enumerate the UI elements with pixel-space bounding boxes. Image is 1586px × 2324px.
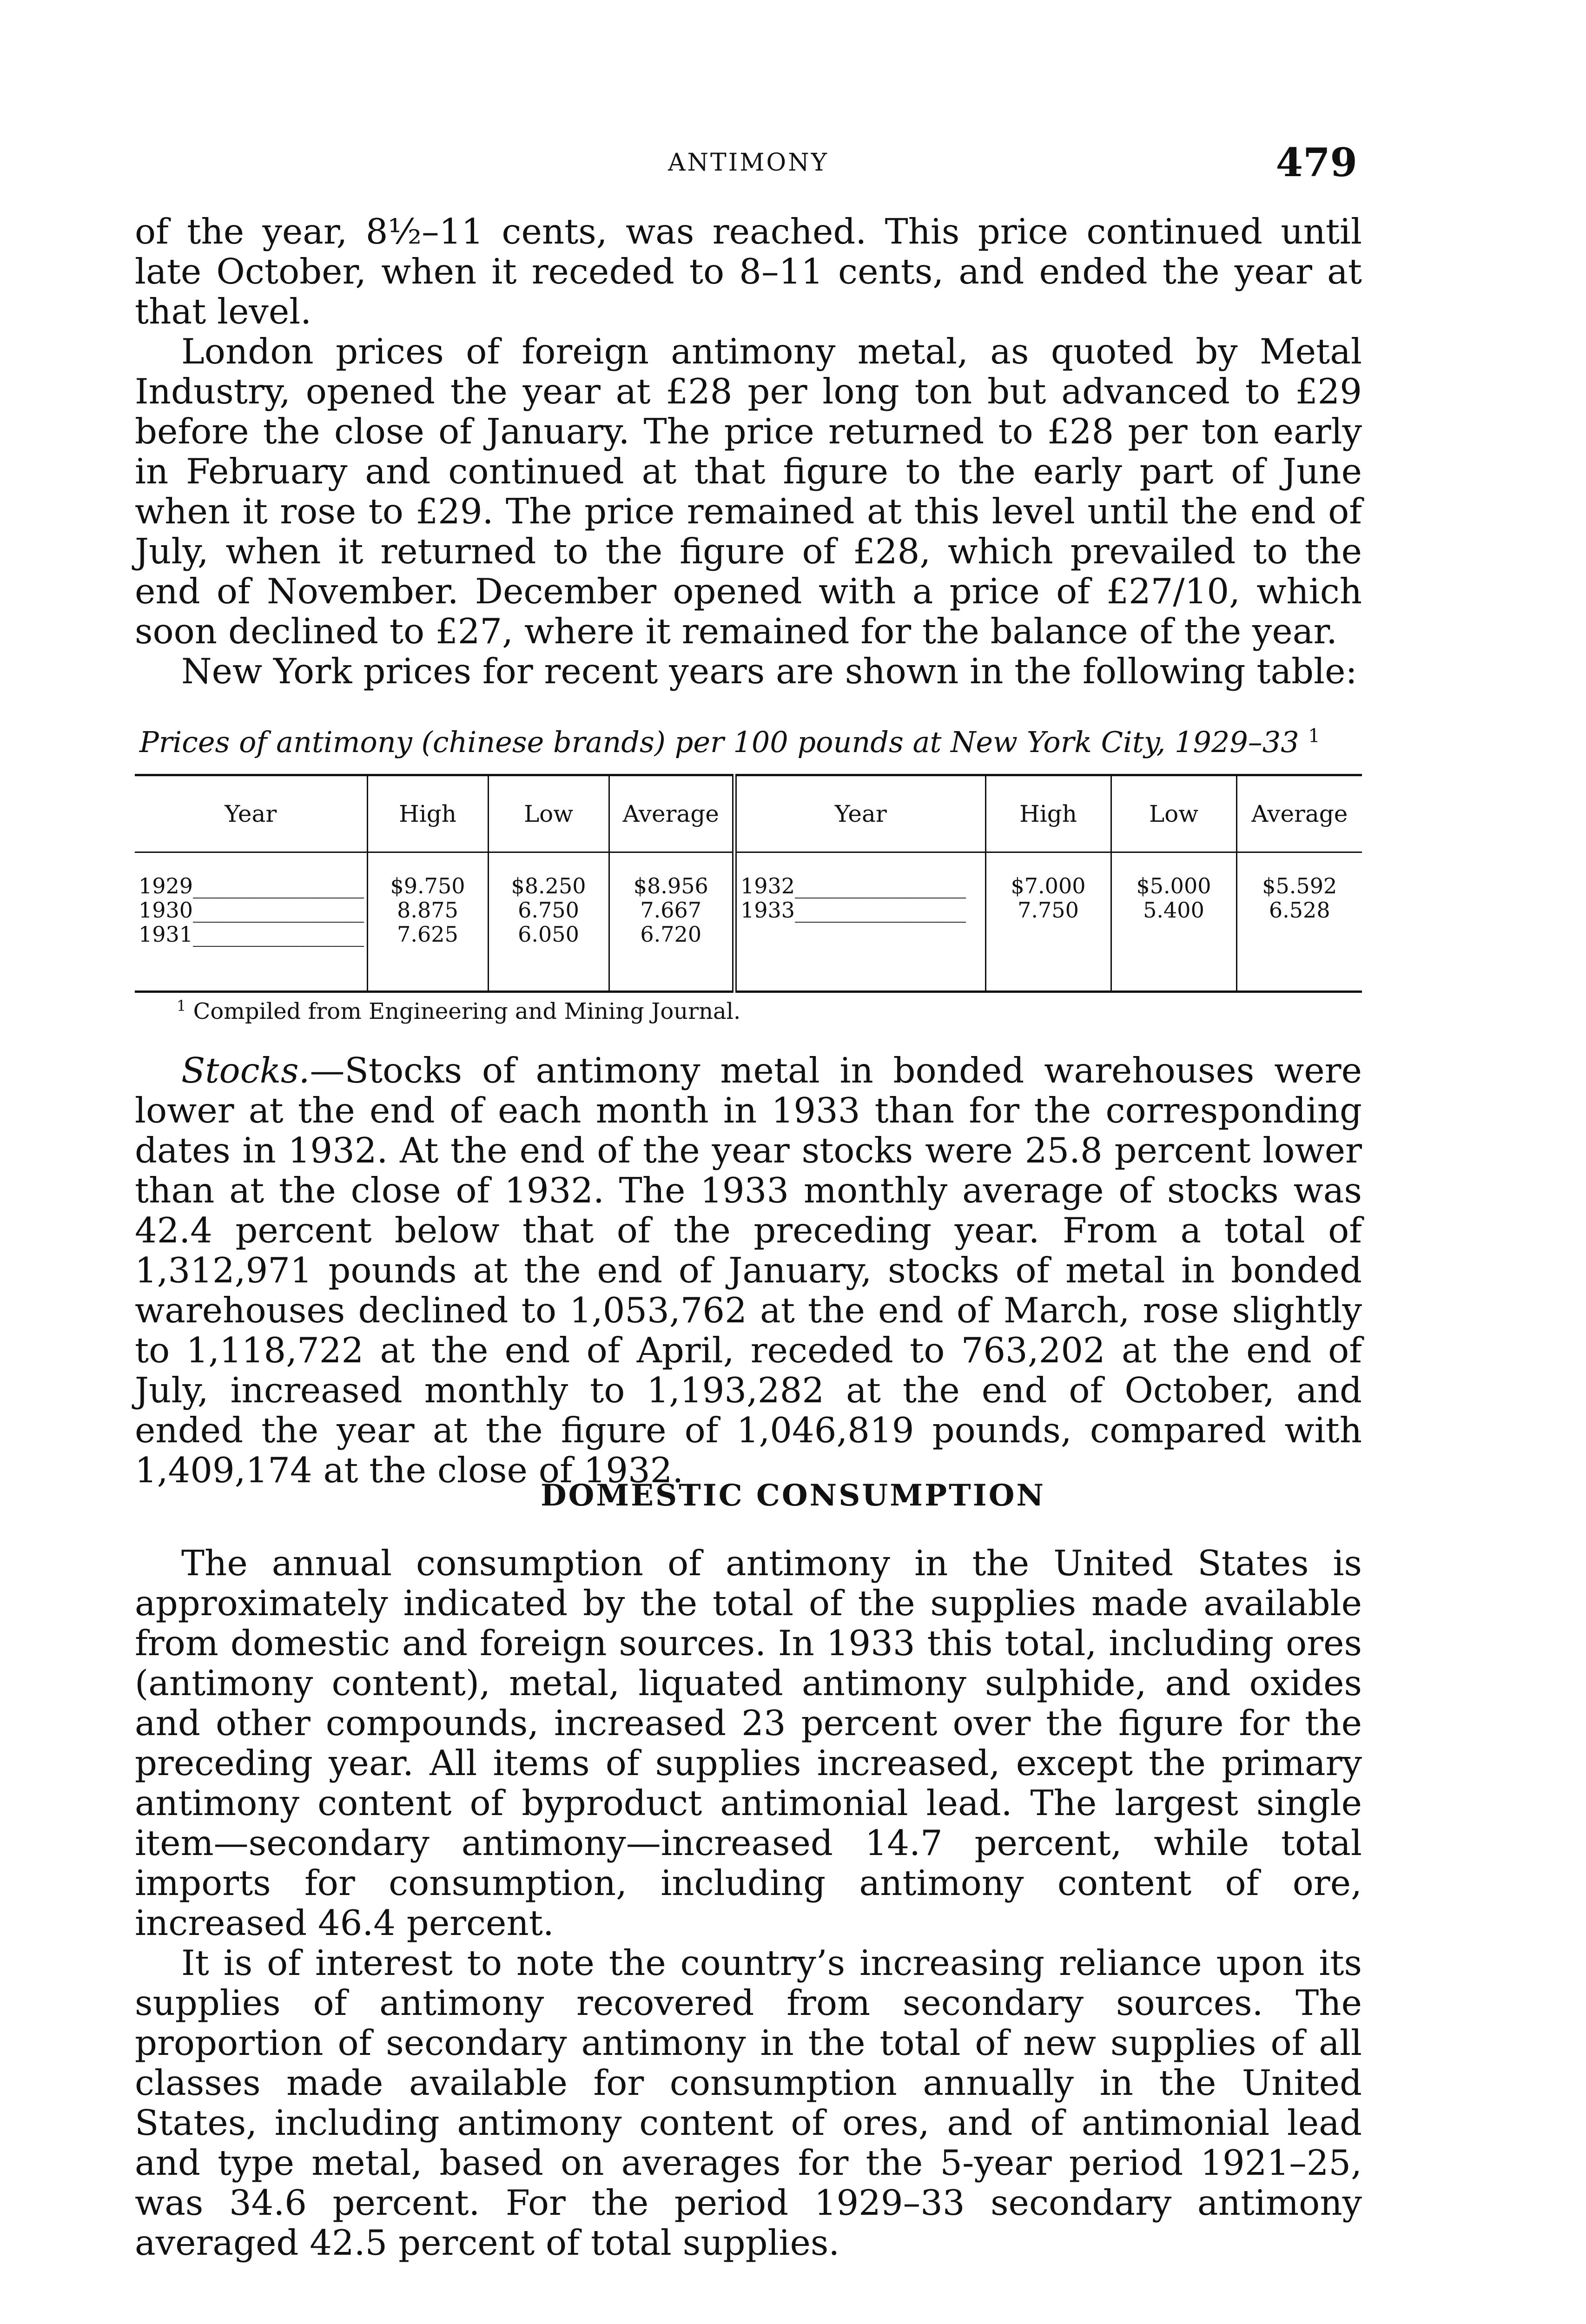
average-1932: $5.592: [1262, 873, 1337, 898]
column-header: High: [985, 775, 1111, 852]
average-1931: 6.720: [640, 922, 702, 947]
paragraph-london-prices: London prices of foreign antimony metal, as quoted by Metal Industry, opened the year at £28 per long ton but advanced to £29 before the close of January. The price returned to £28 per ton early in February and continued at that figure to the early part of June when it rose to £29. The price remained at this level until the end of July, when it returned to the figure of £28, which prevailed to the end of November. December opened with a price of £27/10, which soon declined to £27, where it remained for the balance of the year.: [135, 331, 1362, 652]
table-caption-text: Prices of antimony (chinese brands) per 100 pounds at New York City, 1929–33: [139, 725, 1299, 759]
table-footnote: [177, 997, 740, 1024]
column-header: Average: [609, 775, 734, 852]
intro-paragraphs: [135, 211, 1362, 691]
column-header: Average: [1236, 775, 1362, 852]
column-header: High: [367, 775, 488, 852]
high-cell: [367, 852, 488, 992]
low-cell: [1111, 852, 1236, 992]
footnote-text: Compiled from Engineering and Mining Journal.: [193, 998, 741, 1024]
stocks-section: [135, 1050, 1362, 1490]
year-1933: 1933________________: [740, 898, 966, 923]
year-1932: 1932________________: [740, 873, 966, 898]
table-caption: [139, 725, 1367, 759]
year-cell: [734, 852, 985, 992]
average-1930: 7.667: [640, 898, 702, 923]
caption-footnote-mark: 1: [1308, 725, 1320, 747]
low-1929: $8.250: [511, 873, 586, 898]
column-header: Year: [135, 775, 367, 852]
high-cell: [985, 852, 1111, 992]
year-cell: [135, 852, 367, 992]
paragraph-annual-consumption: The annual consumption of antimony in the United States is approximately indicated by the total of the supplies made available from domestic and foreign sources. In 1933 this total, including ores (antimony content), metal, liquated antimony sulphide, and oxides and other compounds, increased 23 percent over the figure for the preceding year. All items of supplies increased, except the primary antimony content of byproduct antimonial lead. The largest single item—secondary antimony—increased 14.7 percent, while total imports for consumption, including antimony content of ore, increased 46.4 percent.: [135, 1543, 1362, 1943]
column-header: Year: [734, 775, 985, 852]
column-header: Low: [488, 775, 609, 852]
stocks-text: —Stocks of antimony metal in bonded warehouses were lower at the end of each month in 1933 than for the corresponding dates in 1932. At the end of the year stocks were 25.8 percent lower than at the close of 1932. The 1933 monthly average of stocks was 42.4 percent below that of the preceding year. From a total of 1,312,971 pounds at the end of January, stocks of metal in bonded warehouses declined to 1,053,762 at the end of March, rose slightly to 1,118,722 at the end of April, receded to 763,202 at the end of July, increased monthly to 1,193,282 at the end of October, and ended the year at the figure of 1,046,819 pounds, compared with 1,409,174 at the close of 1932.: [135, 1050, 1362, 1491]
year-1929: 1929________________: [139, 873, 364, 898]
section-heading: DOMESTIC CONSUMPTION: [541, 1478, 1045, 1513]
low-cell: [488, 852, 609, 992]
page-number: 479: [1275, 139, 1357, 185]
price-table: [135, 774, 1362, 993]
high-1931: 7.625: [397, 922, 458, 947]
running-title: ANTIMONY: [668, 149, 829, 177]
consumption-paragraphs: [135, 1543, 1362, 2263]
paragraph-table-intro: New York prices for recent years are shown in the following table:: [181, 651, 1357, 692]
paragraph-secondary-reliance: It is of interest to note the country’s increasing reliance upon its supplies of antimony recovered from secondary sources. The proportion of secondary antimony in the total of new supplies of all classes made available for consumption annually in the United States, including antimony content of ores, and of antimonial lead and type metal, based on averages for the 5-year period 1921–25, was 34.6 percent. For the period 1929–33 secondary antimony averaged 42.5 percent of total supplies.: [135, 1942, 1362, 2263]
column-header: Low: [1111, 775, 1236, 852]
low-1930: 6.750: [518, 898, 579, 923]
paragraph-stocks: [135, 1050, 1362, 1490]
average-cell: [1236, 852, 1362, 992]
low-1932: $5.000: [1136, 873, 1211, 898]
high-1932: $7.000: [1011, 873, 1086, 898]
high-1933: 7.750: [1018, 898, 1079, 923]
page-header: [139, 139, 1357, 191]
year-1931: 1931________________: [139, 922, 364, 947]
average-1933: 6.528: [1269, 898, 1330, 923]
average-1929: $8.956: [633, 873, 708, 898]
table-header-row: [135, 775, 1362, 852]
table-row: [135, 852, 1362, 992]
high-1929: $9.750: [390, 873, 465, 898]
footnote-mark: 1: [177, 997, 186, 1015]
low-1931: 6.050: [518, 922, 579, 947]
low-1933: 5.400: [1143, 898, 1204, 923]
stocks-run-in-heading: Stocks.: [181, 1050, 310, 1091]
year-1930: 1930________________: [139, 898, 364, 923]
average-cell: [609, 852, 734, 992]
paragraph-price-continuation: of the year, 8½–11 cents, was reached. This price continued until late October, when it receded to 8–11 cents, and ended the year at that level.: [135, 211, 1362, 332]
high-1930: 8.875: [397, 898, 458, 923]
